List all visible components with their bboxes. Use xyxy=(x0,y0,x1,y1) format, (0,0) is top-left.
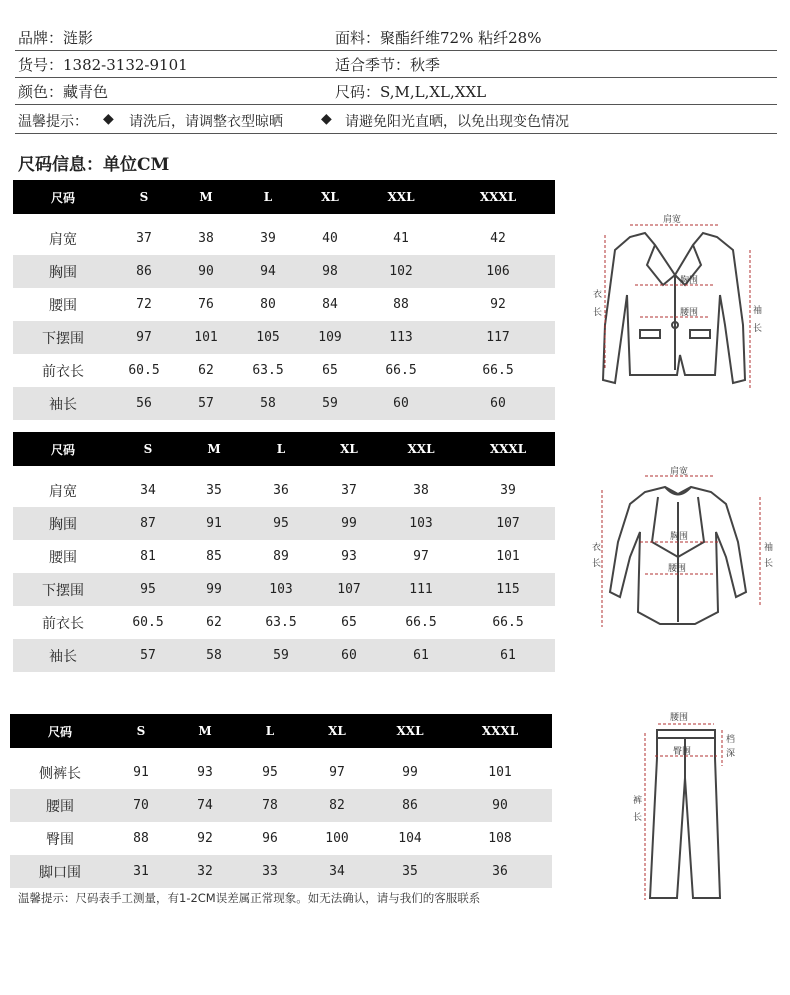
pants-size-table xyxy=(10,714,552,888)
table-cell: 90 xyxy=(448,789,552,822)
table-cell: 41 xyxy=(393,231,409,246)
table-cell: 38 xyxy=(198,231,214,246)
blouse-diagram xyxy=(590,462,775,632)
pants-rise-label-2: 深 xyxy=(726,749,736,759)
pants-length-label-1: 裤 xyxy=(633,796,643,806)
table-cell: 61 xyxy=(461,639,555,672)
bullet-icon: ◆ xyxy=(103,111,114,127)
table-cell: 63.5 xyxy=(252,363,284,378)
table-cell: 65 xyxy=(341,615,357,630)
table-row xyxy=(10,748,552,789)
header-cell: XL xyxy=(302,714,372,748)
table-cell: 106 xyxy=(441,255,555,288)
jacket-outline xyxy=(603,233,745,383)
row-label: 下摆围 xyxy=(13,321,113,354)
table-cell: 32 xyxy=(172,855,238,888)
table-cell: 59 xyxy=(245,639,317,672)
table-cell: 66.5 xyxy=(492,615,524,630)
table-cell: 91 xyxy=(133,765,149,780)
table-cell: 72 xyxy=(136,297,152,312)
table-cell: 97 xyxy=(329,765,345,780)
table-cell: 57 xyxy=(175,387,237,420)
table-row xyxy=(10,855,552,888)
table-cell: 39 xyxy=(500,483,516,498)
row-label: 腰围 xyxy=(49,297,77,314)
section-title: 尺码信息：单位CM xyxy=(18,155,170,175)
table-cell: 36 xyxy=(448,855,552,888)
blouse-measure-lines xyxy=(602,476,760,627)
table-cell: 60 xyxy=(441,387,555,420)
table-cell: 101 xyxy=(488,765,512,780)
jacket-shoulder-label: 肩宽 xyxy=(663,215,682,225)
table-cell: 34 xyxy=(140,483,156,498)
table-cell: 66.5 xyxy=(482,363,514,378)
table-cell: 35 xyxy=(206,483,222,498)
table-cell: 99 xyxy=(402,765,418,780)
table-cell: 101 xyxy=(175,321,237,354)
table-cell: 107 xyxy=(317,573,381,606)
bullet-icon: ◆ xyxy=(321,111,332,127)
header-cell: XXXL xyxy=(448,714,552,748)
table-cell: 97 xyxy=(413,549,429,564)
jacket-length-label-2: 长 xyxy=(593,308,603,318)
pants-length-label-2: 长 xyxy=(633,813,643,823)
blouse-chest-label: 胸围 xyxy=(670,532,689,542)
header-cell: XL xyxy=(317,432,381,466)
table-cell: 108 xyxy=(488,831,512,846)
header-cell: M xyxy=(175,180,237,214)
header-cell: L xyxy=(238,714,302,748)
care-tips-label: 温馨提示： xyxy=(18,114,88,130)
blouse-length-label-2: 长 xyxy=(592,559,602,569)
table-cell: 85 xyxy=(206,549,222,564)
table-cell: 101 xyxy=(496,549,520,564)
table-cell: 38 xyxy=(413,483,429,498)
row-label: 臀围 xyxy=(46,831,74,848)
table-cell: 60.5 xyxy=(132,615,164,630)
table-cell: 104 xyxy=(398,831,422,846)
table-cell: 95 xyxy=(245,507,317,540)
table-row xyxy=(10,822,552,855)
table-cell: 31 xyxy=(110,855,172,888)
header-cell: L xyxy=(237,180,299,214)
item-number-text: 货号：1382-3132-9101 xyxy=(18,56,188,74)
table-row xyxy=(13,573,555,606)
jacket-diagram xyxy=(585,205,775,405)
table-cell: 99 xyxy=(183,573,245,606)
blouse-sleeve-label-1: 袖 xyxy=(764,543,774,553)
header-cell: 尺码 xyxy=(13,180,113,214)
measurement-note: 温馨提示：尺码表手工测量，有1-2CM误差属正常现象。如无法确认，请与我们的客服联系 xyxy=(18,891,481,905)
table-cell: 95 xyxy=(113,573,183,606)
header-cell: XL xyxy=(299,180,361,214)
header-cell: XXL xyxy=(381,432,461,466)
jacket-size-table xyxy=(13,180,555,420)
table-cell: 100 xyxy=(325,831,349,846)
table-row xyxy=(13,466,555,507)
jacket-waist-label: 腰围 xyxy=(680,308,699,318)
table-cell: 109 xyxy=(299,321,361,354)
blouse-shoulder-label: 肩宽 xyxy=(670,467,689,477)
info-row-2 xyxy=(15,51,777,78)
header-cell: L xyxy=(245,432,317,466)
table-cell: 78 xyxy=(238,789,302,822)
table-cell: 66.5 xyxy=(405,615,437,630)
table-cell: 103 xyxy=(245,573,317,606)
table-header-row xyxy=(10,714,552,748)
jacket-chest-label: 胸围 xyxy=(680,276,699,286)
header-cell: XXXL xyxy=(441,180,555,214)
pants-diagram xyxy=(625,708,750,908)
table-cell: 111 xyxy=(381,573,461,606)
row-label: 下摆围 xyxy=(13,573,113,606)
table-cell: 42 xyxy=(490,231,506,246)
header-cell: XXXL xyxy=(461,432,555,466)
header-cell: XXL xyxy=(372,714,448,748)
table-cell: 105 xyxy=(237,321,299,354)
table-cell: 90 xyxy=(175,255,237,288)
header-cell: 尺码 xyxy=(13,432,113,466)
header-cell: S xyxy=(113,432,183,466)
table-cell: 86 xyxy=(113,255,175,288)
table-row xyxy=(13,639,555,672)
row-label: 腰围 xyxy=(10,789,110,822)
table-cell: 34 xyxy=(302,855,372,888)
blouse-length-label-1: 衣 xyxy=(592,543,602,553)
table-cell: 94 xyxy=(237,255,299,288)
table-cell: 70 xyxy=(110,789,172,822)
table-row xyxy=(13,606,555,639)
table-cell: 57 xyxy=(113,639,183,672)
table-cell: 99 xyxy=(317,507,381,540)
table-cell: 58 xyxy=(183,639,245,672)
table-cell: 97 xyxy=(113,321,175,354)
table-cell: 98 xyxy=(299,255,361,288)
table-cell: 59 xyxy=(299,387,361,420)
table-cell: 115 xyxy=(461,573,555,606)
row-label: 肩宽 xyxy=(49,483,77,500)
table-cell: 60 xyxy=(361,387,441,420)
row-label: 袖长 xyxy=(13,639,113,672)
row-label: 胸围 xyxy=(13,255,113,288)
info-row-3 xyxy=(15,78,777,105)
color-text: 颜色：藏青色 xyxy=(18,83,109,101)
row-label: 腰围 xyxy=(49,549,77,566)
table-header-row xyxy=(13,180,555,214)
table-cell: 37 xyxy=(136,231,152,246)
table-row xyxy=(13,540,555,573)
pants-hip-label: 臀围 xyxy=(673,747,692,757)
care-tip-2: 请避免阳光直晒，以免出现变色情况 xyxy=(345,114,569,130)
care-tips-row xyxy=(15,107,777,134)
table-cell: 89 xyxy=(273,549,289,564)
table-cell: 76 xyxy=(198,297,214,312)
table-cell: 92 xyxy=(197,831,213,846)
table-cell: 74 xyxy=(172,789,238,822)
jacket-length-label-1: 衣 xyxy=(593,290,603,300)
table-cell: 81 xyxy=(140,549,156,564)
sizes-text: 尺码：S,M,L,XL,XXL xyxy=(335,83,487,101)
table-cell: 37 xyxy=(341,483,357,498)
table-cell: 36 xyxy=(273,483,289,498)
table-row xyxy=(13,387,555,420)
header-cell: S xyxy=(110,714,172,748)
table-cell: 66.5 xyxy=(385,363,417,378)
table-row xyxy=(13,507,555,540)
table-cell: 102 xyxy=(361,255,441,288)
table-cell: 39 xyxy=(260,231,276,246)
jacket-sleeve-label-2: 长 xyxy=(753,324,763,334)
table-cell: 103 xyxy=(381,507,461,540)
jacket-sleeve-label-1: 袖 xyxy=(753,306,763,316)
table-cell: 88 xyxy=(133,831,149,846)
header-cell: M xyxy=(172,714,238,748)
table-cell: 80 xyxy=(260,297,276,312)
table-cell: 87 xyxy=(113,507,183,540)
table-cell: 62 xyxy=(198,363,214,378)
row-label: 前衣长 xyxy=(42,615,84,632)
header-cell: S xyxy=(113,180,175,214)
row-label: 肩宽 xyxy=(49,231,77,248)
table-cell: 61 xyxy=(381,639,461,672)
table-cell: 56 xyxy=(113,387,175,420)
table-row xyxy=(13,255,555,288)
row-label: 前衣长 xyxy=(42,363,84,380)
table-header-row xyxy=(13,432,555,466)
blouse-sleeve-label-2: 长 xyxy=(764,559,774,569)
table-cell: 113 xyxy=(361,321,441,354)
row-label: 脚口围 xyxy=(10,855,110,888)
table-cell: 60.5 xyxy=(128,363,160,378)
table-cell: 84 xyxy=(322,297,338,312)
table-cell: 93 xyxy=(197,765,213,780)
table-cell: 107 xyxy=(461,507,555,540)
table-row xyxy=(10,789,552,822)
table-cell: 65 xyxy=(322,363,338,378)
table-cell: 35 xyxy=(372,855,448,888)
table-row xyxy=(13,354,555,387)
header-cell: M xyxy=(183,432,245,466)
header-cell: 尺码 xyxy=(10,714,110,748)
table-cell: 60 xyxy=(317,639,381,672)
table-cell: 40 xyxy=(322,231,338,246)
blouse-size-table xyxy=(13,432,555,672)
brand-text: 品牌：涟影 xyxy=(18,29,94,47)
blouse-outline xyxy=(610,487,746,624)
care-tip-1: 请洗后，请调整衣型晾晒 xyxy=(129,114,283,130)
table-cell: 95 xyxy=(262,765,278,780)
table-cell: 63.5 xyxy=(265,615,297,630)
table-cell: 86 xyxy=(372,789,448,822)
row-label: 胸围 xyxy=(13,507,113,540)
table-cell: 92 xyxy=(490,297,506,312)
pants-rise-label-1: 档 xyxy=(726,735,736,745)
row-label: 袖长 xyxy=(13,387,113,420)
table-cell: 82 xyxy=(302,789,372,822)
season-text: 适合季节：秋季 xyxy=(335,56,441,74)
info-row-1 xyxy=(15,24,777,51)
table-cell: 117 xyxy=(441,321,555,354)
row-label: 侧裤长 xyxy=(39,765,81,782)
table-row xyxy=(13,214,555,255)
table-cell: 88 xyxy=(393,297,409,312)
blouse-waist-label: 腰围 xyxy=(668,564,687,574)
table-cell: 33 xyxy=(238,855,302,888)
table-cell: 58 xyxy=(237,387,299,420)
table-cell: 91 xyxy=(183,507,245,540)
table-row xyxy=(13,321,555,354)
table-cell: 62 xyxy=(206,615,222,630)
pants-waist-label: 腰围 xyxy=(670,713,689,723)
table-cell: 96 xyxy=(262,831,278,846)
fabric-text: 面料：聚酯纤维72% 粘纤28% xyxy=(335,29,542,47)
header-cell: XXL xyxy=(361,180,441,214)
table-cell: 93 xyxy=(341,549,357,564)
table-row xyxy=(13,288,555,321)
